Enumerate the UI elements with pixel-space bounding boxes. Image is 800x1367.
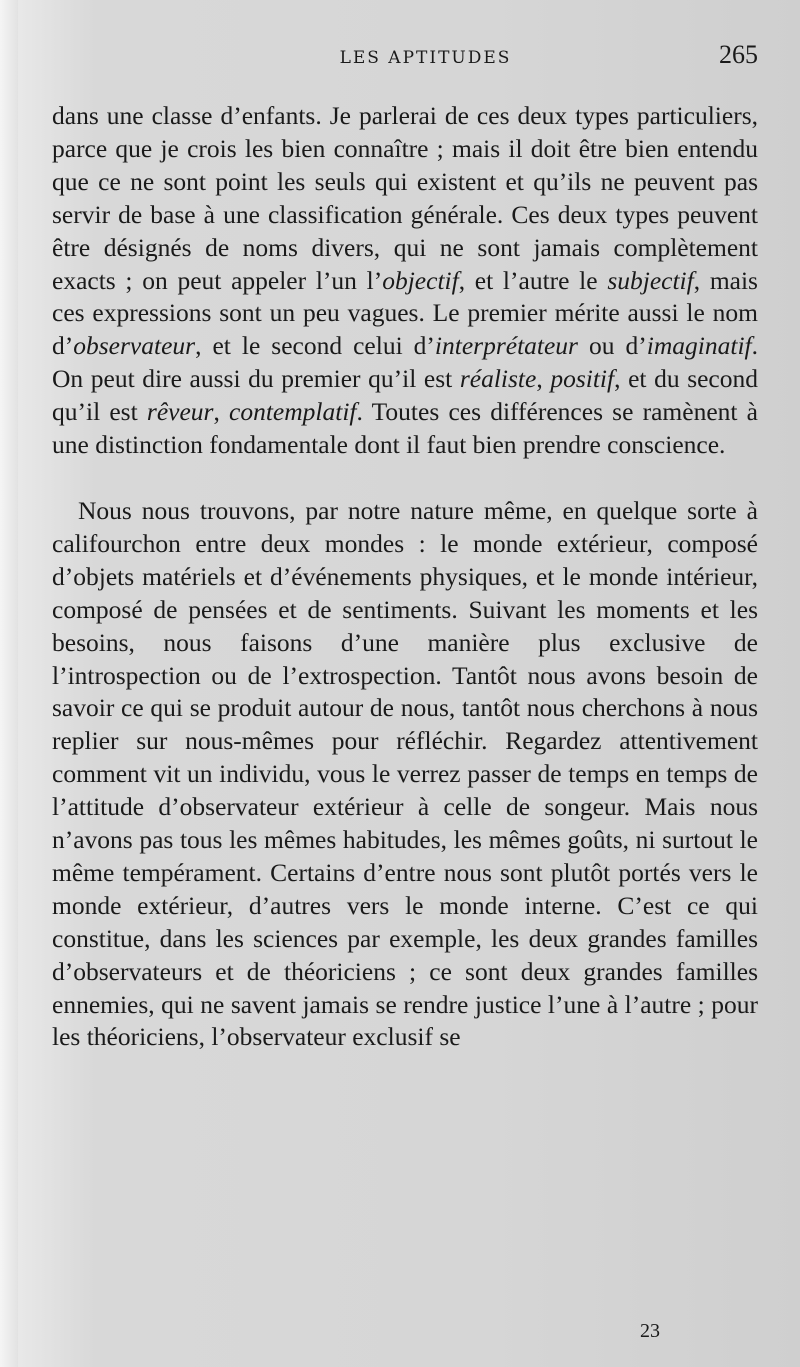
page-gutter <box>0 0 18 1367</box>
paragraph-2: Nous nous trouvons, par notre nature même, en quelque sorte à califourchon entre deux mondes : le monde extérieur, composé d’objets matériels et d’événements physiques, et le monde intérieur, composé de pensées et de sentiments. Suivant les moments et les besoins, nous faisons d’une manière plus exclusive de l’introspection ou de l’extrospection. Tantôt nous avons besoin de savoir ce qui se produit autour de nous, tantôt nous cherchons à nous replier sur nous-mêmes pour réfléchir. Regardez attentivement comment vit un individu, vous le verrez passer de temps en temps de l’attitude d’observateur extérieur à celle de songeur. Mais nous n’avons pas tous les mêmes habitudes, les mêmes goûts, ni surtout le même tempérament. Certains d’entre nous sont plutôt portés vers le monde extérieur, d’autres vers le monde interne. C’est ce qui constitue, dans les sciences par exemple, les deux grandes familles d’observateurs et de théoriciens ; ce sont deux grandes familles ennemies, qui ne savent jamais se rendre justice l’une à l’autre ; pour les théoriciens, l’observateur exclusif se <box>52 495 758 1052</box>
italic-term: positif <box>550 364 615 394</box>
running-title: LES APTITUDES <box>339 48 512 68</box>
italic-term: objectif <box>382 265 459 295</box>
italic-term: interprétateur <box>434 331 578 361</box>
page-number: 265 <box>719 40 758 69</box>
italic-term: rêveur <box>146 397 214 427</box>
paragraph-1: dans une classe d’enfants. Je parlerai de ces deux types particuliers, parce que je crois les bien connaître ; mais il doit être bien entendu que ce ne sont point les seuls qui existent et qu’ils ne peuvent pas servir de base à une classification générale. Ces deux types peuvent être désignés de noms divers, qui ne sont jamais complètement exacts ; on peut appeler l’un l’objectif, et l’autre le subjectif, mais ces expressions sont un peu vagues. Le premier mérite aussi le nom d’observateur, et le second celui d’interprétateur ou d’imaginatif. On peut dire aussi du premier qu’il est réaliste, positif, et du second qu’il est rêveur, contemplatif. Toutes ces différences se ramènent à une distinction fondamentale dont il faut bien prendre conscience. <box>52 101 758 460</box>
signature-mark: 23 <box>640 1320 660 1342</box>
running-head <box>52 40 758 80</box>
italic-term: réaliste <box>459 364 537 394</box>
italic-term: imaginatif <box>646 331 752 361</box>
body-text <box>52 100 758 1054</box>
italic-term: observateur <box>73 331 196 361</box>
italic-term: contemplatif <box>229 397 357 427</box>
italic-term: subjectif <box>607 265 694 295</box>
